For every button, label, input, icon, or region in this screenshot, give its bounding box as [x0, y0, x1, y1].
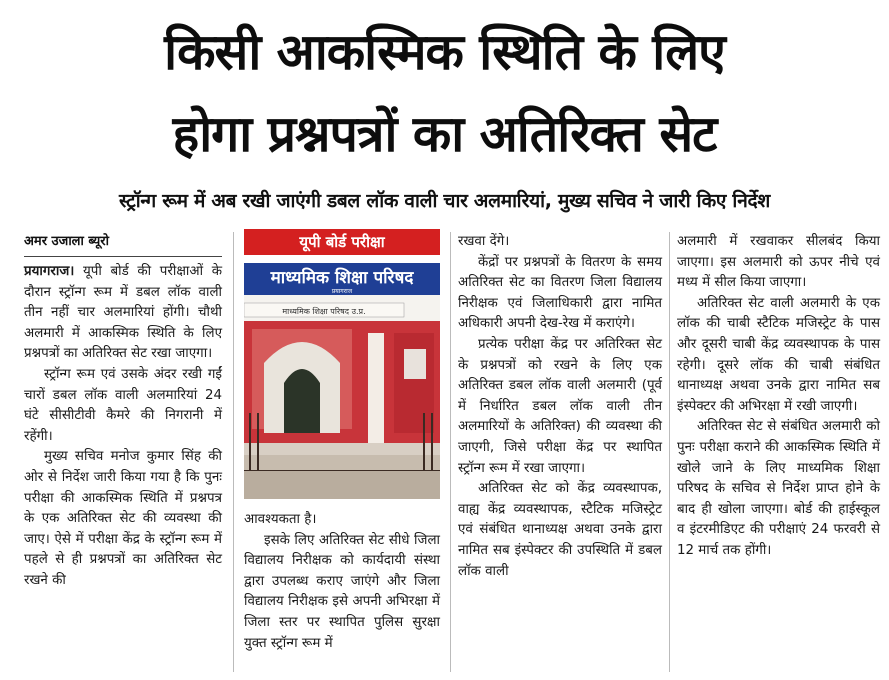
headline-line-1: किसी आकस्मिक स्थिति के लिए	[164, 23, 725, 81]
paragraph: अतिरिक्त सेट वाली अलमारी के एक लॉक की चाबी स्टैटिक मजिस्ट्रेट के पास और दूसरी चाबी केंद्र व्यवस्थापक के पास रहेगी। दूसरे लॉक की चाबी संबंधित थानाध्यक्ष अथवा उनके द्वारा नामित सब इंस्पेक्टर की अभिरक्षा में रखी जाएगी।	[677, 295, 880, 414]
sign-text: माध्यमिक शिक्षा परिषद	[270, 268, 414, 288]
paragraph: आवश्यकता है।	[244, 512, 317, 527]
column-divider	[233, 232, 234, 672]
paragraph-text: यूपी बोर्ड की परीक्षाओं के दौरान स्ट्रॉन्ग रूम में डबल लॉक वाली तीन नहीं चार अलमारियां होंगी। चौथी अलमारी में आकस्मिक स्थिति के लिए प्रश्नपत्रों का अतिरिक्त सेट रखा जाएगा।	[24, 264, 222, 362]
paragraph: अतिरिक्त सेट को केंद्र व्यवस्थापक, वाह्य केंद्र व्यवस्थापक, स्टैटिक मजिस्ट्रेट एवं संबंधित थानाध्यक्ष अथवा उनके द्वारा नामित सब इंस्पेक्टर की उपस्थिति में डबल लॉक वाली	[458, 481, 662, 579]
column-divider	[450, 232, 451, 672]
board-text: माध्यमिक शिक्षा परिषद उ.प्र.	[282, 307, 366, 316]
paragraph: मुख्य सचिव मनोज कुमार सिंह की ओर से निर्देश जारी किया गया है कि पुनः परीक्षा की आकस्मिक स्थिति में प्रश्नपत्र के एक अतिरिक्त सेट की व्यवस्था की जाए। ऐसे में परीक्षा केंद्र के स्ट्रॉन्ग रूम में पहले से ही प्रश्नपत्रों का अतिरिक्त सेट रखने की	[24, 449, 222, 588]
headline-line-2: होगा प्रश्नपत्रों का अतिरिक्त सेट	[172, 105, 717, 163]
byline-divider	[24, 256, 222, 257]
paragraph: अलमारी में रखवाकर सीलबंद किया जाएगा। इस अलमारी को ऊपर नीचे एवं मध्य में सील किया जाएगा।	[677, 234, 880, 291]
paragraph: अतिरिक्त सेट से संबंधित अलमारी को पुनः परीक्षा कराने की आकस्मिक स्थिति में खोले जाने के लिए माध्यमिक शिक्षा परिषद के सचिव से निर्देश प्राप्त होने के बाद ही खोला जाएगा। बोर्ड की हाईस्कूल व इंटरमीडिएट की परीक्षाएं 24 फरवरी से 12 मार्च तक होंगी।	[677, 419, 880, 558]
byline: अमर उजाला ब्यूरो	[24, 234, 109, 249]
paragraph: इसके लिए अतिरिक्त सेट सीधे जिला विद्यालय निरीक्षक को कार्यदायी संस्था द्वारा उपलब्ध कराए जाएंगे और जिला विद्यालय निरीक्षक इसे अपनी अभिरक्षा में जिला स्तर पर स्थापित पुलिस सुरक्षा युक्त स्ट्रॉन्ग रूम में	[244, 532, 440, 651]
column-divider	[669, 232, 670, 672]
paragraph	[24, 262, 222, 365]
paragraph: केंद्रों पर प्रश्नपत्रों के वितरण के समय अतिरिक्त सेट का वितरण जिला विद्यालय निरीक्षक एवं जिलाधिकारी द्वारा नामित अधिकारी अपनी देख-रेख में कराएंगे।	[458, 254, 662, 332]
article-column-4	[677, 232, 880, 562]
article-column-3	[458, 232, 662, 582]
photo-banner: यूपी बोर्ड परीक्षा	[244, 229, 440, 255]
paragraph: प्रत्येक परीक्षा केंद्र पर अतिरिक्त सेट के प्रश्नपत्रों को रखने के लिए एक अतिरिक्त डबल लॉक वाली अलमारी (पूर्व में निर्धारित डबल लॉक वाली तीन अलमारियों के अतिरिक्त) की व्यवस्था की जाएगी, जिसे परीक्षा केंद्र पर स्थापित स्ट्रॉन्ग रूम में रखा जाएगा।	[458, 336, 662, 476]
news-photo	[244, 229, 440, 499]
dateline: प्रयागराज।	[24, 264, 75, 279]
article-column-2	[244, 510, 440, 654]
subheadline: स्ट्रॉन्ग रूम में अब रखी जाएंगी डबल लॉक वाली चार अलमारियां, मुख्य सचिव ने जारी किए निर्देश	[119, 190, 770, 212]
paragraph: स्ट्रॉन्ग रूम एवं उसके अंदर रखी गईं चारों डबल लॉक वाली अलमारियां 24 घंटे सीसीटीवी कैमरे की निगरानी में रहेंगी।	[24, 366, 222, 444]
paragraph: रखवा देंगे।	[458, 234, 510, 249]
sign-subtext: प्रयागराज	[331, 288, 353, 295]
board-office-building-image	[244, 263, 440, 499]
article-column-1	[24, 262, 222, 592]
